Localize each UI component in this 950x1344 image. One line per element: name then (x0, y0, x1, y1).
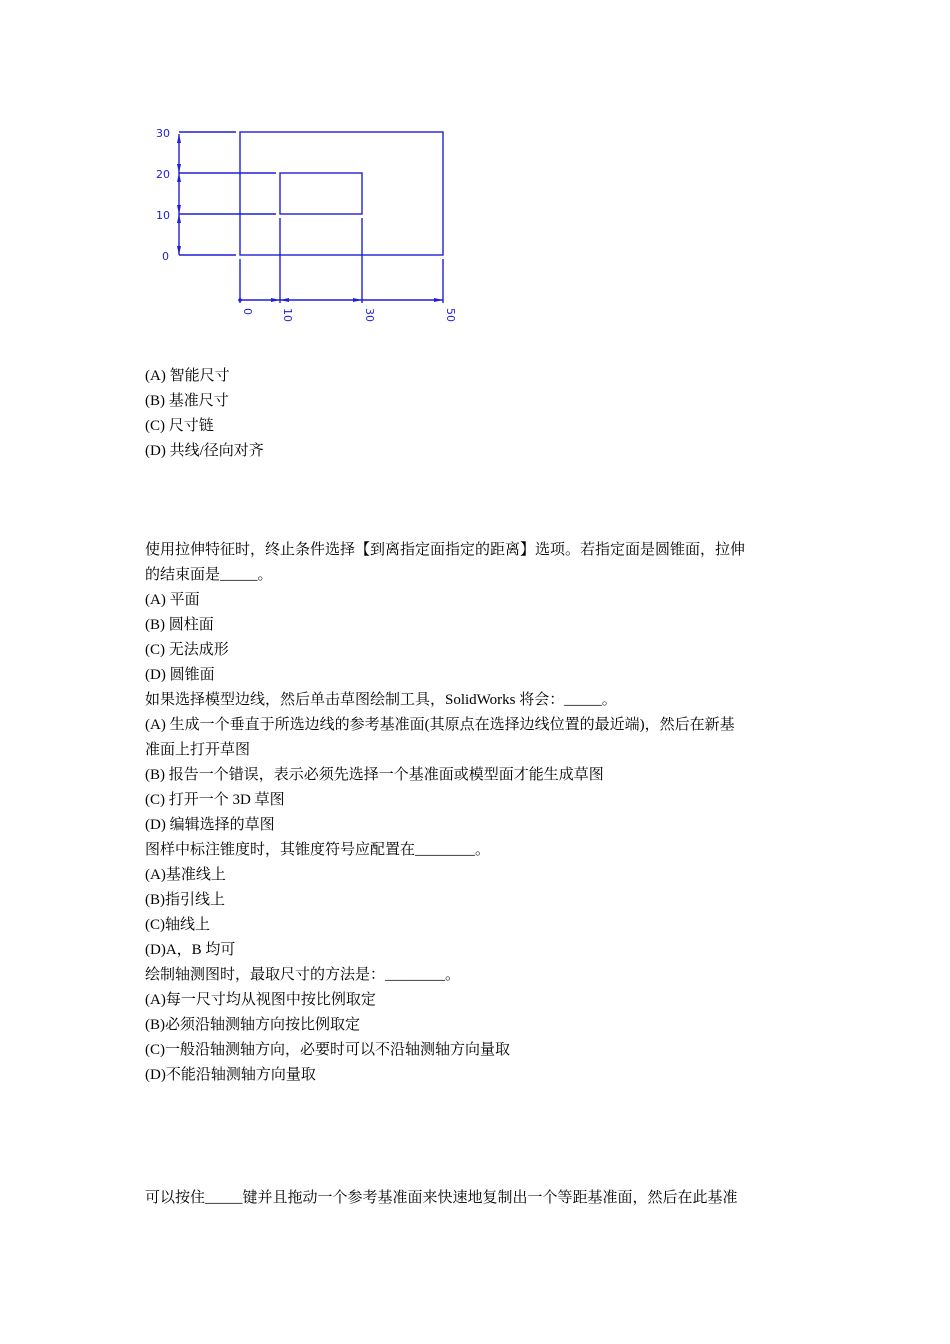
option: (B)指引线上 (145, 892, 225, 908)
option: (C)一般沿轴测轴方向，必要时可以不沿轴测轴方向量取 (145, 1042, 510, 1058)
question-stem: 图样中标注锥度时，其锥度符号应配置在________。 (145, 842, 491, 858)
y-tick-label: 20 (156, 168, 170, 181)
option: (C) 打开一个 3D 草图 (145, 792, 285, 808)
option: (A)每一尺寸均从视图中按比例取定 (145, 992, 376, 1008)
option: (C) 无法成形 (145, 642, 229, 658)
option: (D) 编辑选择的草图 (145, 817, 275, 833)
inner-rectangle (280, 173, 362, 214)
x-tick-label: 0 (241, 308, 254, 315)
option: (B)必须沿轴测轴方向按比例取定 (145, 1017, 360, 1033)
outer-rectangle (240, 132, 443, 255)
dimension-drawing (150, 124, 470, 334)
option: (A) 平面 (145, 592, 200, 608)
question-stem: 可以按住_____键并且拖动一个参考基准面来快速地复制出一个等距基准面，然后在此基准 (145, 1190, 738, 1206)
option: (B) 报告一个错误，表示必须先选择一个基准面或模型面才能生成草图 (145, 767, 604, 783)
q1-options (145, 364, 815, 464)
x-tick-label: 30 (363, 308, 376, 322)
x-tick-label: 50 (444, 308, 457, 322)
option: (D) 共线/径向对齐 (145, 443, 264, 459)
x-tick-label: 10 (281, 308, 294, 322)
option: (C)轴线上 (145, 917, 210, 933)
option: (D)不能沿轴测轴方向量取 (145, 1067, 316, 1083)
dimension-figure (150, 124, 470, 339)
option: (A) 生成一个垂直于所选边线的参考基准面(其原点在选择边线位置的最近端)，然后在新基 (145, 717, 735, 733)
y-tick-label: 0 (162, 250, 169, 263)
question-stem: 的结束面是_____。 (145, 567, 273, 583)
option: (A)基准线上 (145, 867, 226, 883)
question-stem: 如果选择模型边线，然后单击草图绘制工具，SolidWorks 将会：_____。 (145, 692, 617, 708)
q6-block (145, 1186, 815, 1211)
option: (A) 智能尺寸 (145, 368, 230, 384)
option: (D)A，B 均可 (145, 942, 236, 958)
option: (B) 圆柱面 (145, 617, 214, 633)
questions-block (145, 538, 815, 1088)
option: (C) 尺寸链 (145, 418, 214, 434)
question-stem: 使用拉伸特征时，终止条件选择【到离指定面指定的距离】选项。若指定面是圆锥面，拉伸 (145, 542, 746, 558)
option: 准面上打开草图 (145, 742, 251, 758)
question-stem: 绘制轴测图时，最取尺寸的方法是：________。 (145, 967, 461, 983)
y-tick-label: 10 (156, 209, 170, 222)
option: (B) 基准尺寸 (145, 393, 229, 409)
y-tick-label: 30 (156, 127, 170, 140)
option: (D) 圆锥面 (145, 667, 215, 683)
